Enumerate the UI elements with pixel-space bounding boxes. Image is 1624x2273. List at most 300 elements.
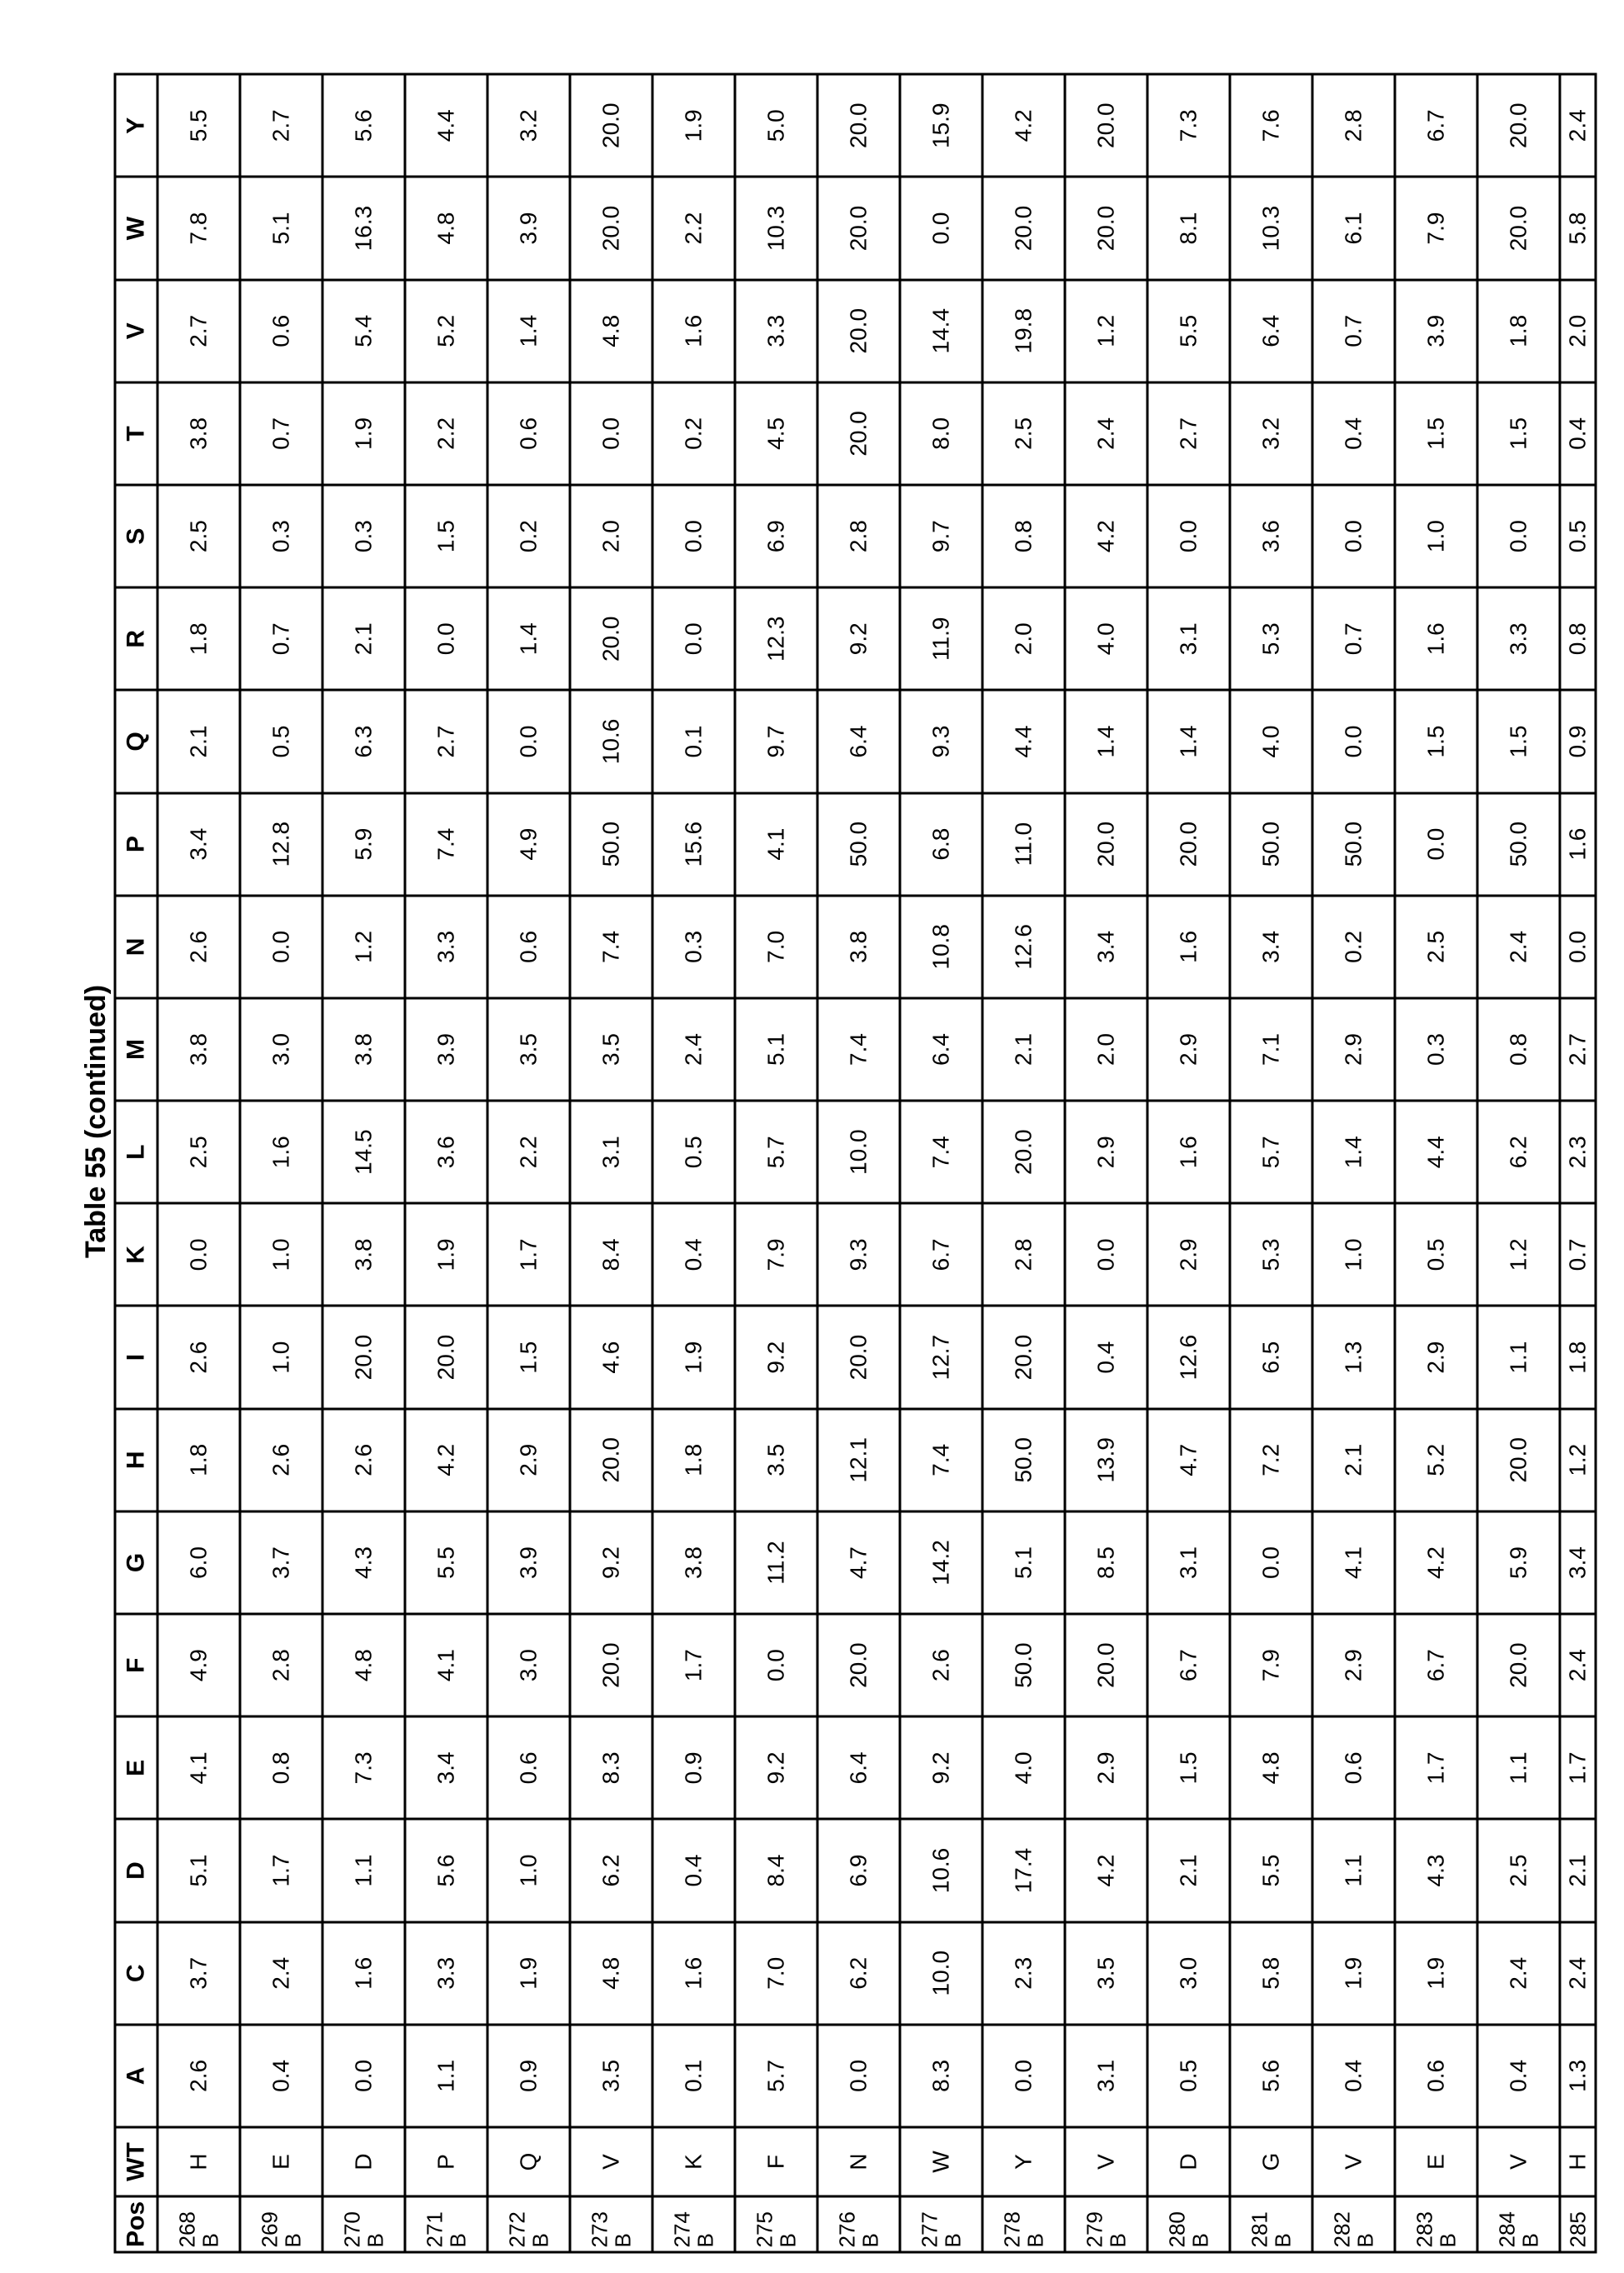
value-cell: 12.3: [735, 587, 817, 690]
column-header-h: H: [115, 1409, 157, 1511]
table-row: [982, 74, 1065, 2252]
value-cell: 5.3: [1230, 587, 1312, 690]
value-cell: 20.0: [570, 1409, 652, 1511]
value-cell: 1.1: [1312, 1819, 1395, 1921]
value-cell: 3.0: [240, 998, 322, 1101]
wild-type-cell: Y: [982, 2127, 1065, 2196]
table-row: [570, 74, 652, 2252]
value-cell: 0.7: [1312, 280, 1395, 382]
value-cell: 4.3: [322, 1511, 405, 1614]
value-cell: 20.0: [817, 1306, 900, 1409]
value-cell: 8.4: [735, 1819, 817, 1921]
value-cell: 2.6: [900, 1614, 982, 1716]
value-cell: 7.6: [1230, 74, 1312, 177]
value-cell: 2.9: [487, 1409, 570, 1511]
value-cell: 0.3: [1395, 998, 1477, 1101]
value-cell: 50.0: [1477, 793, 1560, 896]
value-cell: 5.1: [157, 1819, 240, 1921]
value-cell: 12.7: [900, 1306, 982, 1409]
wild-type-cell: Q: [487, 2127, 570, 2196]
column-header-y: Y: [115, 74, 157, 177]
position-cell: 274 B: [652, 2196, 735, 2252]
value-cell: 2.1: [1312, 1409, 1395, 1511]
value-cell: 3.6: [1230, 485, 1312, 587]
value-cell: 0.0: [322, 2025, 405, 2127]
value-cell: 0.5: [1395, 1203, 1477, 1306]
value-cell: 5.3: [1230, 1203, 1312, 1306]
value-cell: 4.9: [487, 793, 570, 896]
value-cell: 50.0: [570, 793, 652, 896]
value-cell: 5.7: [735, 1101, 817, 1203]
column-header-d: D: [115, 1819, 157, 1921]
value-cell: 9.3: [900, 690, 982, 792]
value-cell: 0.4: [1065, 1306, 1147, 1409]
position-cell: 270 B: [322, 2196, 405, 2252]
value-cell: 2.0: [1560, 280, 1596, 382]
value-cell: 2.9: [1312, 998, 1395, 1101]
value-cell: 8.1: [1147, 177, 1230, 279]
value-cell: 2.7: [157, 280, 240, 382]
position-cell: 268 B: [157, 2196, 240, 2252]
value-cell: 0.0: [982, 2025, 1065, 2127]
value-cell: 0.8: [240, 1716, 322, 1819]
value-cell: 20.0: [1477, 1614, 1560, 1716]
value-cell: 0.3: [652, 896, 735, 998]
value-cell: 2.8: [240, 1614, 322, 1716]
value-cell: 7.0: [735, 1922, 817, 2025]
value-cell: 2.4: [652, 998, 735, 1101]
value-cell: 3.2: [487, 74, 570, 177]
table-row: [735, 74, 817, 2252]
value-cell: 5.0: [735, 74, 817, 177]
column-header-r: R: [115, 587, 157, 690]
value-cell: 1.0: [487, 1819, 570, 1921]
value-cell: 1.8: [157, 587, 240, 690]
wild-type-cell: V: [1312, 2127, 1395, 2196]
value-cell: 2.4: [1065, 382, 1147, 485]
value-cell: 3.4: [1560, 1511, 1596, 1614]
table-row: [652, 74, 735, 2252]
value-cell: 1.4: [487, 280, 570, 382]
value-cell: 0.5: [1560, 485, 1596, 587]
value-cell: 0.6: [240, 280, 322, 382]
value-cell: 0.6: [1312, 1716, 1395, 1819]
value-cell: 0.7: [240, 382, 322, 485]
value-cell: 0.5: [240, 690, 322, 792]
value-cell: 0.6: [1395, 2025, 1477, 2127]
value-cell: 7.4: [900, 1409, 982, 1511]
value-cell: 1.8: [652, 1409, 735, 1511]
value-cell: 4.2: [1395, 1511, 1477, 1614]
table-container: [114, 73, 1556, 2254]
value-cell: 1.4: [1147, 690, 1230, 792]
value-cell: 3.1: [1147, 1511, 1230, 1614]
value-cell: 20.0: [1065, 177, 1147, 279]
value-cell: 2.7: [1560, 998, 1596, 1101]
value-cell: 2.1: [982, 998, 1065, 1101]
value-cell: 7.3: [322, 1716, 405, 1819]
value-cell: 5.5: [1230, 1819, 1312, 1921]
value-cell: 0.0: [1147, 485, 1230, 587]
table-row: [157, 74, 240, 2252]
value-cell: 3.4: [405, 1716, 487, 1819]
value-cell: 6.8: [900, 793, 982, 896]
value-cell: 2.3: [1560, 1101, 1596, 1203]
value-cell: 6.7: [900, 1203, 982, 1306]
header-row: [115, 74, 157, 2252]
value-cell: 4.0: [1230, 690, 1312, 792]
table-row: [900, 74, 982, 2252]
value-cell: 2.7: [405, 690, 487, 792]
value-cell: 4.9: [157, 1614, 240, 1716]
value-cell: 20.0: [817, 382, 900, 485]
value-cell: 1.3: [1312, 1306, 1395, 1409]
value-cell: 1.2: [1560, 1409, 1596, 1511]
value-cell: 10.0: [900, 1922, 982, 2025]
value-cell: 0.9: [652, 1716, 735, 1819]
value-cell: 4.2: [1065, 485, 1147, 587]
value-cell: 4.3: [1395, 1819, 1477, 1921]
value-cell: 1.6: [322, 1922, 405, 2025]
value-cell: 2.1: [322, 587, 405, 690]
value-cell: 9.7: [900, 485, 982, 587]
value-cell: 2.8: [982, 1203, 1065, 1306]
value-cell: 1.5: [487, 1306, 570, 1409]
table-title: Table 55 (continued): [79, 872, 112, 1371]
value-cell: 1.3: [1560, 2025, 1596, 2127]
value-cell: 2.5: [157, 485, 240, 587]
value-cell: 0.1: [652, 690, 735, 792]
value-cell: 15.6: [652, 793, 735, 896]
value-cell: 9.2: [570, 1511, 652, 1614]
value-cell: 50.0: [1312, 793, 1395, 896]
value-cell: 5.1: [735, 998, 817, 1101]
column-header-q: Q: [115, 690, 157, 792]
column-header-v: V: [115, 280, 157, 382]
value-cell: 0.0: [1312, 485, 1395, 587]
value-cell: 2.1: [157, 690, 240, 792]
value-cell: 5.5: [1147, 280, 1230, 382]
table-row: [817, 74, 900, 2252]
value-cell: 8.4: [570, 1203, 652, 1306]
value-cell: 0.5: [1147, 2025, 1230, 2127]
value-cell: 1.1: [405, 2025, 487, 2127]
value-cell: 1.2: [1477, 1203, 1560, 1306]
value-cell: 6.5: [1230, 1306, 1312, 1409]
value-cell: 0.3: [240, 485, 322, 587]
wild-type-cell: V: [1065, 2127, 1147, 2196]
value-cell: 0.0: [405, 587, 487, 690]
value-cell: 20.0: [982, 1101, 1065, 1203]
value-cell: 50.0: [982, 1409, 1065, 1511]
value-cell: 1.9: [487, 1922, 570, 2025]
value-cell: 0.0: [1065, 1203, 1147, 1306]
value-cell: 1.8: [1560, 1306, 1596, 1409]
table-row: [1560, 74, 1596, 2252]
column-header-c: C: [115, 1922, 157, 2025]
value-cell: 8.3: [570, 1716, 652, 1819]
value-cell: 1.7: [1560, 1716, 1596, 1819]
value-cell: 0.0: [1312, 690, 1395, 792]
value-cell: 8.0: [900, 382, 982, 485]
value-cell: 4.4: [982, 690, 1065, 792]
value-cell: 0.4: [1312, 2025, 1395, 2127]
value-cell: 7.9: [1395, 177, 1477, 279]
value-cell: 0.4: [652, 1819, 735, 1921]
value-cell: 1.4: [1065, 690, 1147, 792]
value-cell: 2.4: [1560, 1614, 1596, 1716]
value-cell: 8.3: [900, 2025, 982, 2127]
value-cell: 11.0: [982, 793, 1065, 896]
value-cell: 0.8: [982, 485, 1065, 587]
value-cell: 6.7: [1395, 74, 1477, 177]
value-cell: 5.6: [1230, 2025, 1312, 2127]
value-cell: 4.2: [982, 74, 1065, 177]
value-cell: 1.5: [1395, 690, 1477, 792]
value-cell: 2.4: [1477, 1922, 1560, 2025]
value-cell: 20.0: [570, 1614, 652, 1716]
position-cell: 278 B: [982, 2196, 1065, 2252]
position-cell: 279 B: [1065, 2196, 1147, 2252]
wild-type-cell: E: [1395, 2127, 1477, 2196]
value-cell: 3.8: [322, 998, 405, 1101]
column-header-p: P: [115, 793, 157, 896]
value-cell: 2.4: [1560, 1922, 1596, 2025]
value-cell: 20.0: [1065, 1614, 1147, 1716]
position-cell: 272 B: [487, 2196, 570, 2252]
value-cell: 2.4: [240, 1922, 322, 2025]
value-cell: 3.8: [157, 382, 240, 485]
value-cell: 0.6: [487, 896, 570, 998]
value-cell: 1.1: [322, 1819, 405, 1921]
wild-type-cell: N: [817, 2127, 900, 2196]
value-cell: 3.6: [405, 1101, 487, 1203]
value-cell: 6.4: [900, 998, 982, 1101]
value-cell: 20.0: [982, 177, 1065, 279]
value-cell: 7.9: [1230, 1614, 1312, 1716]
value-cell: 5.1: [240, 177, 322, 279]
value-cell: 0.0: [652, 587, 735, 690]
value-cell: 1.0: [240, 1203, 322, 1306]
value-cell: 3.7: [157, 1922, 240, 2025]
value-cell: 7.4: [570, 896, 652, 998]
data-table: [114, 73, 1597, 2254]
value-cell: 14.4: [900, 280, 982, 382]
wild-type-cell: D: [1147, 2127, 1230, 2196]
value-cell: 6.7: [1395, 1614, 1477, 1716]
value-cell: 2.6: [157, 896, 240, 998]
column-header-w: W: [115, 177, 157, 279]
value-cell: 4.4: [405, 74, 487, 177]
value-cell: 5.1: [982, 1511, 1065, 1614]
value-cell: 10.3: [1230, 177, 1312, 279]
value-cell: 2.9: [1147, 1203, 1230, 1306]
table-row: [1395, 74, 1477, 2252]
value-cell: 20.0: [322, 1306, 405, 1409]
value-cell: 1.6: [240, 1101, 322, 1203]
position-cell: 284 B: [1477, 2196, 1560, 2252]
value-cell: 1.5: [1147, 1716, 1230, 1819]
value-cell: 2.9: [1147, 998, 1230, 1101]
position-cell: 269 B: [240, 2196, 322, 2252]
value-cell: 6.1: [1312, 177, 1395, 279]
value-cell: 0.0: [1230, 1511, 1312, 1614]
value-cell: 3.5: [570, 998, 652, 1101]
value-cell: 2.5: [157, 1101, 240, 1203]
value-cell: 4.1: [1312, 1511, 1395, 1614]
value-cell: 1.6: [652, 280, 735, 382]
value-cell: 0.4: [652, 1203, 735, 1306]
value-cell: 0.9: [487, 2025, 570, 2127]
value-cell: 20.0: [982, 1306, 1065, 1409]
value-cell: 1.6: [1560, 793, 1596, 896]
value-cell: 7.4: [900, 1101, 982, 1203]
value-cell: 6.7: [1147, 1614, 1230, 1716]
value-cell: 0.2: [652, 382, 735, 485]
value-cell: 1.1: [1477, 1716, 1560, 1819]
value-cell: 3.0: [487, 1614, 570, 1716]
value-cell: 4.8: [570, 280, 652, 382]
value-cell: 3.4: [1230, 896, 1312, 998]
value-cell: 0.7: [240, 587, 322, 690]
value-cell: 1.0: [240, 1306, 322, 1409]
value-cell: 4.4: [1395, 1101, 1477, 1203]
value-cell: 9.3: [817, 1203, 900, 1306]
value-cell: 0.4: [1477, 2025, 1560, 2127]
value-cell: 20.0: [1477, 74, 1560, 177]
value-cell: 5.9: [322, 793, 405, 896]
value-cell: 1.0: [1312, 1203, 1395, 1306]
value-cell: 15.9: [900, 74, 982, 177]
value-cell: 1.9: [405, 1203, 487, 1306]
value-cell: 6.4: [1230, 280, 1312, 382]
position-cell: 275 B: [735, 2196, 817, 2252]
value-cell: 5.5: [405, 1511, 487, 1614]
wild-type-cell: F: [735, 2127, 817, 2196]
position-cell: 273 B: [570, 2196, 652, 2252]
value-cell: 2.5: [982, 382, 1065, 485]
value-cell: 16.3: [322, 177, 405, 279]
value-cell: 2.2: [405, 382, 487, 485]
value-cell: 20.0: [1147, 793, 1230, 896]
wild-type-cell: W: [900, 2127, 982, 2196]
value-cell: 2.1: [1560, 1819, 1596, 1921]
value-cell: 4.2: [405, 1409, 487, 1511]
value-cell: 0.0: [1477, 485, 1560, 587]
value-cell: 0.0: [817, 2025, 900, 2127]
value-cell: 10.6: [570, 690, 652, 792]
value-cell: 0.0: [240, 896, 322, 998]
value-cell: 2.6: [240, 1409, 322, 1511]
value-cell: 19.8: [982, 280, 1065, 382]
value-cell: 1.5: [1395, 382, 1477, 485]
value-cell: 4.6: [570, 1306, 652, 1409]
value-cell: 2.0: [570, 485, 652, 587]
table-row: [1065, 74, 1147, 2252]
value-cell: 3.8: [817, 896, 900, 998]
value-cell: 2.5: [1395, 896, 1477, 998]
value-cell: 50.0: [1230, 793, 1312, 896]
value-cell: 6.4: [817, 1716, 900, 1819]
value-cell: 20.0: [1477, 1409, 1560, 1511]
wild-type-cell: E: [240, 2127, 322, 2196]
value-cell: 0.7: [1312, 587, 1395, 690]
value-cell: 10.0: [817, 1101, 900, 1203]
value-cell: 1.8: [157, 1409, 240, 1511]
value-cell: 1.9: [322, 382, 405, 485]
value-cell: 0.7: [1560, 1203, 1596, 1306]
wild-type-cell: K: [652, 2127, 735, 2196]
value-cell: 3.8: [652, 1511, 735, 1614]
value-cell: 3.8: [157, 998, 240, 1101]
column-header-n: N: [115, 896, 157, 998]
value-cell: 2.4: [1477, 896, 1560, 998]
value-cell: 3.1: [570, 1101, 652, 1203]
value-cell: 2.6: [157, 2025, 240, 2127]
value-cell: 10.3: [735, 177, 817, 279]
position-cell: 285: [1560, 2196, 1596, 2252]
value-cell: 3.1: [1147, 587, 1230, 690]
value-cell: 0.3: [322, 485, 405, 587]
value-cell: 20.0: [817, 1614, 900, 1716]
value-cell: 1.5: [1477, 690, 1560, 792]
column-header-k: K: [115, 1203, 157, 1306]
value-cell: 11.2: [735, 1511, 817, 1614]
position-cell: 276 B: [817, 2196, 900, 2252]
value-cell: 4.7: [817, 1511, 900, 1614]
value-cell: 1.7: [652, 1614, 735, 1716]
value-cell: 9.2: [735, 1716, 817, 1819]
position-cell: 277 B: [900, 2196, 982, 2252]
position-cell: 271 B: [405, 2196, 487, 2252]
value-cell: 0.0: [1395, 793, 1477, 896]
value-cell: 11.9: [900, 587, 982, 690]
value-cell: 0.8: [1477, 998, 1560, 1101]
value-cell: 2.7: [1147, 382, 1230, 485]
wild-type-cell: V: [1477, 2127, 1560, 2196]
value-cell: 5.6: [322, 74, 405, 177]
value-cell: 2.8: [1312, 74, 1395, 177]
value-cell: 3.9: [487, 1511, 570, 1614]
value-cell: 20.0: [570, 587, 652, 690]
value-cell: 2.4: [1560, 74, 1596, 177]
table-row: [1147, 74, 1230, 2252]
column-header-l: L: [115, 1101, 157, 1203]
table-row: [405, 74, 487, 2252]
value-cell: 1.7: [240, 1819, 322, 1921]
value-cell: 7.9: [735, 1203, 817, 1306]
value-cell: 5.8: [1560, 177, 1596, 279]
column-header-m: M: [115, 998, 157, 1101]
column-header-t: T: [115, 382, 157, 485]
value-cell: 2.3: [982, 1922, 1065, 2025]
value-cell: 7.2: [1230, 1409, 1312, 1511]
value-cell: 10.8: [900, 896, 982, 998]
value-cell: 5.9: [1477, 1511, 1560, 1614]
value-cell: 0.8: [1560, 587, 1596, 690]
value-cell: 2.9: [1065, 1716, 1147, 1819]
value-cell: 0.2: [487, 485, 570, 587]
value-cell: 20.0: [817, 74, 900, 177]
value-cell: 3.9: [405, 998, 487, 1101]
value-cell: 0.1: [652, 2025, 735, 2127]
value-cell: 1.9: [652, 1306, 735, 1409]
value-cell: 1.9: [652, 74, 735, 177]
value-cell: 4.8: [322, 1614, 405, 1716]
value-cell: 4.7: [1147, 1409, 1230, 1511]
value-cell: 6.2: [817, 1922, 900, 2025]
value-cell: 50.0: [817, 793, 900, 896]
